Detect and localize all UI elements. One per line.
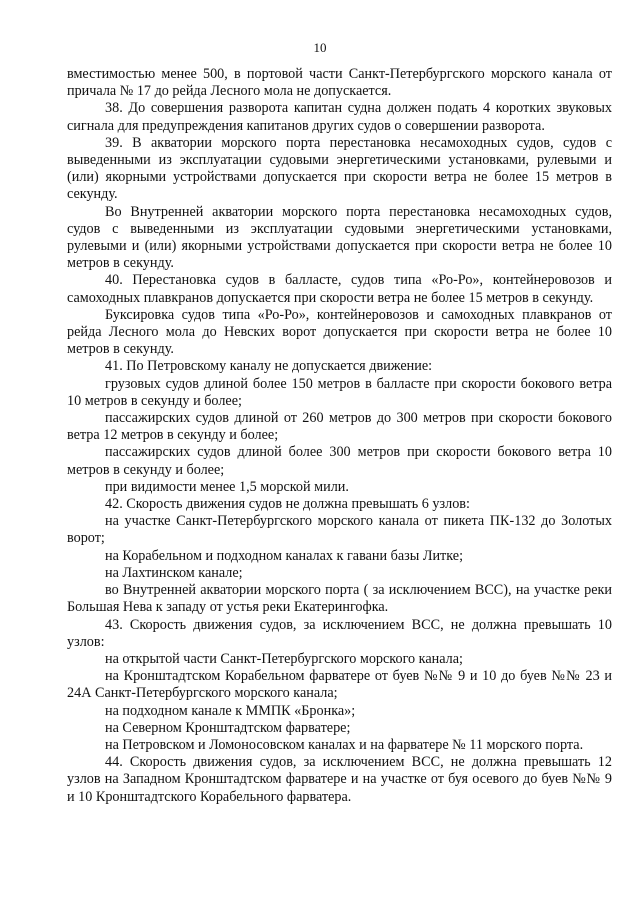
paragraph: на Лахтинском канале; bbox=[105, 564, 243, 581]
paragraph: во Внутренней акватории морского порта ( за исключением ВСС), на участке реки Большая Нева к западу от устья реки Екатерингофка. bbox=[67, 582, 612, 616]
paragraph: пассажирских судов длиной более 300 метров при скорости бокового ветра 10 метров в секунду и более; bbox=[67, 444, 612, 478]
paragraph: 39. В акватории морского порта перестановка несамоходных судов, судов с выведенными из эксплуатации судовыми энергетическими установками, рулевыми и (или) якорными устройствами допускается при скорости ветра не более 15 метров в секунду. bbox=[67, 134, 612, 203]
paragraph: при видимости менее 1,5 морской мили. bbox=[105, 478, 349, 495]
paragraph: на Северном Кронштадтском фарватере; bbox=[105, 719, 351, 736]
paragraph: вместимостью менее 500, в портовой части Санкт-Петербургского морского канала от причала № 17 до рейда Лесного мола не допускается. bbox=[67, 66, 612, 100]
paragraph: на Петровском и Ломоносовском каналах и на фарватере № 11 морского порта. bbox=[105, 736, 584, 753]
paragraph: на Корабельном и подходном каналах к гавани базы Литке; bbox=[105, 547, 464, 564]
page-number: 10 bbox=[313, 40, 327, 55]
paragraph: на Кронштадтском Корабельном фарватере от буев №№ 9 и 10 до буев №№ 23 и 24А Санкт-Петербургского морского канала; bbox=[67, 668, 612, 702]
paragraph: 43. Скорость движения судов, за исключением ВСС, не должна превышать 10 узлов: bbox=[67, 616, 612, 650]
document-body bbox=[67, 66, 612, 806]
paragraph: грузовых судов длиной более 150 метров в балласте при скорости бокового ветра 10 метров в секунду и более; bbox=[67, 375, 612, 409]
paragraph: Буксировка судов типа «Ро-Ро», контейнеровозов и самоходных плавкранов от рейда Лесного мола до Невских ворот допускается при скорости ветра не более 10 метров в секунду. bbox=[67, 306, 612, 358]
paragraph: на подходном канале к ММПК «Бронка»; bbox=[105, 702, 356, 719]
paragraph: пассажирских судов длиной от 260 метров до 300 метров при скорости бокового ветра 12 метров в секунду и более; bbox=[67, 410, 612, 444]
paragraph: 44. Скорость движения судов, за исключением ВСС, не должна превышать 12 узлов на Западном Кронштадтском фарватере и на участке от буя осевого до буев №№ 9 и 10 Кронштадтского Корабельного фарватера. bbox=[67, 754, 612, 805]
paragraph: на открытой части Санкт-Петербургского морского канала; bbox=[105, 650, 463, 667]
paragraph: на участке Санкт-Петербургского морского канала от пикета ПК-132 до Золотых ворот; bbox=[67, 513, 612, 547]
paragraph: 41. По Петровскому каналу не допускается движение: bbox=[105, 358, 433, 375]
paragraph: 38. До совершения разворота капитан судна должен подать 4 коротких звуковых сигнала для предупреждения капитанов других судов о совершении разворота. bbox=[67, 100, 612, 134]
paragraph: 40. Перестановка судов в балласте, судов типа «Ро-Ро», контейнеровозов и самоходных плавкранов допускается при скорости ветра не более 15 метров в секунду. bbox=[67, 272, 612, 306]
paragraph: Во Внутренней акватории морского порта перестановка несамоходных судов, судов с выведенными из эксплуатации судовыми энергетическими установками, рулевыми и (или) якорными устройствами допускается при скорости ветра не более 10 метров в секунду. bbox=[67, 203, 612, 272]
paragraph: 42. Скорость движения судов не должна превышать 6 узлов: bbox=[105, 496, 470, 513]
